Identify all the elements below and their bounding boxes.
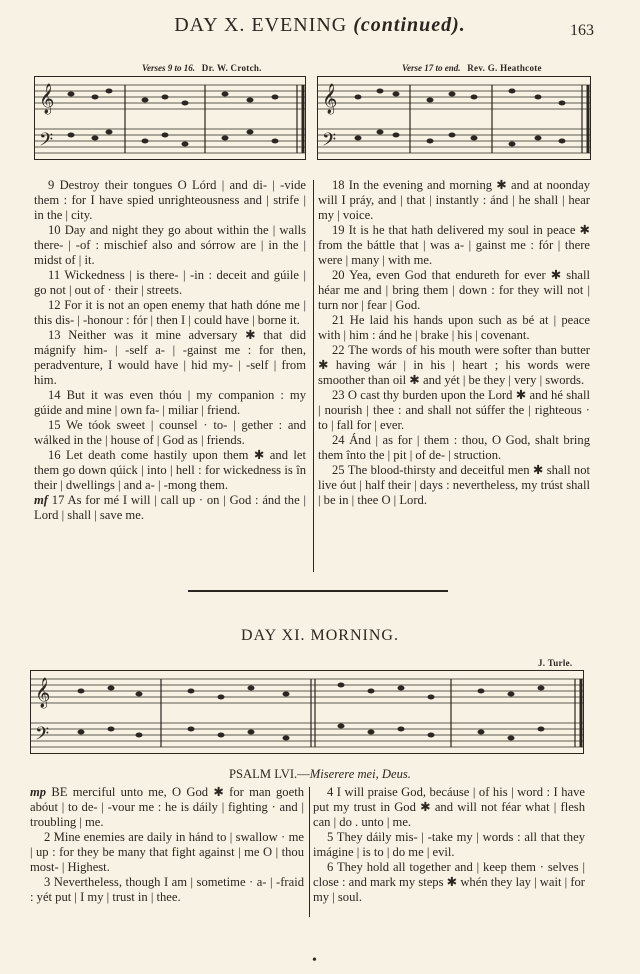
music-staff-day-xi: [30, 670, 584, 754]
verse-21: 21 He laid his hands upon such as bé at | peace with | him : ánd he | brake | his | covenant.: [318, 313, 590, 342]
psalm-verse-4: 4 I will praise God, becáuse | of his | word : I have put my trust in God ✱ and will not féar what | flesh can | do . unto | me.: [313, 785, 585, 829]
svg-text:𝄞: 𝄞: [35, 678, 51, 707]
verse-9: 9 Destroy their tongues O Lórd | and di- | -vide them : for I have spied unrighteousness and | strife | in the | city.: [34, 178, 306, 222]
verse-20: 20 Yea, even God that endureth for ever ✱ shall héar me and | bring them | down : for they will not | turn nor | fear | God.: [318, 268, 590, 312]
music-notation-top-left: [35, 77, 306, 160]
verse-24: 24 Ánd | as for | them : thou, O God, shalt bring them înto the | pit | of de- | struction.: [318, 433, 590, 462]
psalm-verse-3: 3 Nevertheless, though I am | sometime · a- | -fraid : yét put | I my | trust in | thee.: [30, 875, 304, 904]
left-column-upper: [34, 178, 306, 523]
svg-text:𝄞: 𝄞: [322, 84, 338, 113]
music-notation-day-xi: [31, 671, 584, 754]
music-staff-top-right: [317, 76, 591, 160]
verse-18: 18 In the evening and morning ✱ and at noonday will I práy, and | that | instantly : ánd | he shall | hear my | voice.: [318, 178, 590, 222]
psalm-latin-title: Miserere mei, Deus.: [309, 767, 411, 781]
right-column-lower: [313, 785, 585, 905]
verse-10: 10 Day and night they go about within the | walls there- | -of : mischief also and sórrow are | in the | midst of | it.: [34, 223, 306, 267]
right-column-upper: [318, 178, 590, 508]
verse-25: 25 The blood-thirsty and deceitful men ✱ shall not live óut | half their | days : nevertheless, my trúst shall | be in | thee O | Lord.: [318, 463, 590, 507]
section-divider-rule: [188, 590, 448, 592]
svg-text:𝄞: 𝄞: [39, 84, 55, 113]
column-divider-upper: [313, 180, 314, 572]
page-header-title: [0, 14, 640, 37]
verse-12: 12 For it is not an open enemy that hath dóne me | this dis- | -honour : fór | then I | could have | borne it.: [34, 298, 306, 327]
psalm-verse-1-text: BE merciful unto me, O God ✱ for man goeth abóut | to de- | -vour me : he is dáily | fighting · and | troubling | me.: [30, 785, 304, 829]
footer-ornament: •: [312, 953, 317, 968]
psalm-number: PSALM LVI.—: [229, 767, 310, 781]
verse-14: 14 But it was even thóu | my companion : my gúide and mine | own fa- | miliar | friend.: [34, 388, 306, 417]
svg-text:𝄢: 𝄢: [39, 129, 54, 154]
verse-15: 15 We tóok sweet | counsel · to- | gether : and wálked in the | house of | God as | friends.: [34, 418, 306, 447]
chant-credit-day-xi: [538, 658, 572, 668]
column-divider-lower: [309, 787, 310, 917]
chant-verses-right: Verse 17 to end.: [402, 63, 461, 73]
verse-16: 16 Let death come hastily upon them ✱ and let them go down qúick | into | hell : for wickedness is în their | dwellings | and a- | -mong them.: [34, 448, 306, 492]
header-title-main: DAY X. EVENING: [174, 14, 348, 36]
dynamic-mark-mp: mp: [30, 785, 47, 799]
chant-composer-right: Rev. G. Heathcote: [467, 63, 542, 73]
psalm-verse-6: 6 They hold all together and | keep them · selves | close : and mark my steps ✱ whén they lay | wait | for my | soul.: [313, 860, 585, 904]
chant-verses-left: Verses 9 to 16.: [142, 63, 196, 73]
verse-22: 22 The words of his mouth were softer than butter ✱ having wár | in his | heart ; his words were smoother than oil ✱ and yét | be they | very | swords.: [318, 343, 590, 387]
chant-credit-right: [402, 63, 542, 73]
psalm-title: [0, 767, 640, 782]
verse-17-text: 17 As for mé I will | call up · on | God : ánd the | Lord | shall | save me.: [34, 493, 306, 522]
chant-composer-day-xi: J. Turle.: [538, 658, 573, 668]
verse-23: 23 O cast thy burden upon the Lord ✱ and hé shall | nourish | thee : and shall not súffer the | righteous · to | fall for | ever.: [318, 388, 590, 432]
day-xi-heading: DAY XI. MORNING.: [241, 627, 399, 644]
psalm-verse-1: [30, 785, 304, 830]
svg-text:𝄢: 𝄢: [35, 723, 50, 748]
header-title-continued: (continued).: [353, 14, 466, 36]
verse-17: [34, 493, 306, 523]
verse-19: 19 It is he that hath delivered my soul in peace ✱ from the báttle that | was a- | gainst me : fór | there were | many | with me.: [318, 223, 590, 267]
dynamic-mark-mf: mf: [34, 493, 48, 507]
music-staff-top-left: [34, 76, 306, 160]
svg-text:𝄢: 𝄢: [322, 129, 337, 154]
verse-11: 11 Wickedness | is there- | -in : deceit and gúile | go not | out of · their | streets.: [34, 268, 306, 297]
psalm-verse-5: 5 They dáily mis- | -take my | words : all that they imágine | is to | do me | evil.: [313, 830, 585, 859]
music-notation-top-right: [318, 77, 591, 160]
verse-13: 13 Neither was it mine adversary ✱ that did mágnify him- | -self a- | -gainst me : for then, peradventure, I would have | hid my- | -self | from him.: [34, 328, 306, 387]
left-column-lower: [30, 785, 304, 905]
chant-credit-left: [142, 63, 262, 73]
page-number: 163: [570, 22, 594, 39]
psalm-verse-2: 2 Mine enemies are daily in hánd to | swallow · me | up : for they be many that fight against | me O | thou most- | Highest.: [30, 830, 304, 874]
chant-composer-left: Dr. W. Crotch.: [201, 63, 262, 73]
